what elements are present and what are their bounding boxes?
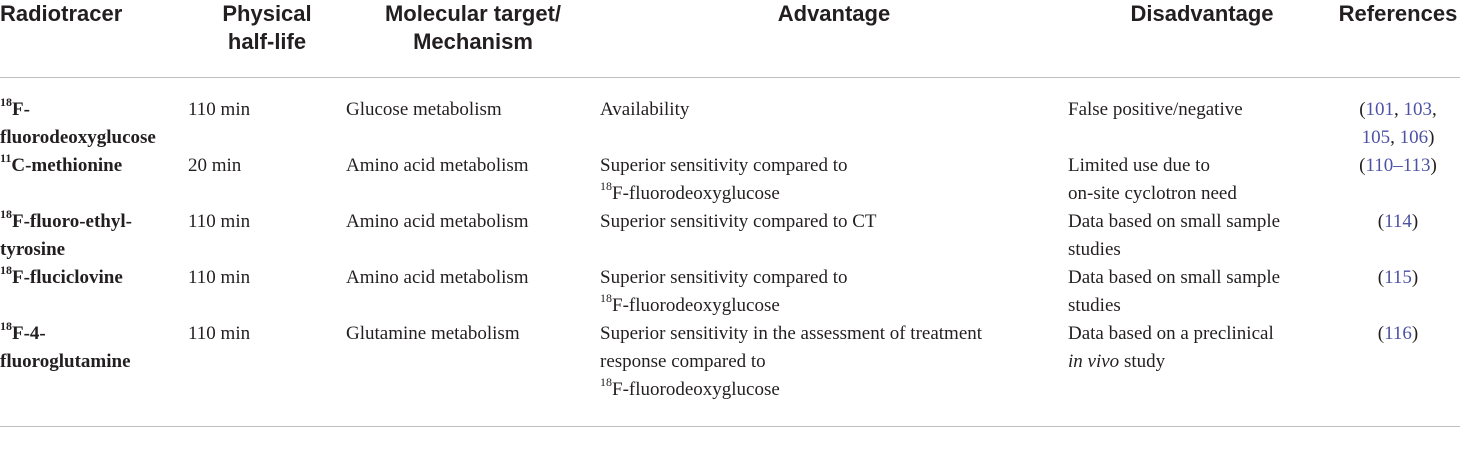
disadvantage-cell: Data based on small sample studies xyxy=(1068,267,1281,316)
advantage-cell: Availability xyxy=(600,99,690,120)
reference-link[interactable]: 116 xyxy=(1384,323,1412,344)
reference-link[interactable]: 115 xyxy=(1384,267,1412,288)
references-cell: (114) xyxy=(1377,211,1419,232)
header-radiotracer: Radiotracer xyxy=(0,0,188,78)
radiotracer-name: $^{18}$F- fluorodeoxyglucose xyxy=(0,94,156,148)
half-life-cell: 110 min xyxy=(188,320,346,427)
header-molecular-target: Molecular target/ Mechanism xyxy=(346,0,600,78)
reference-link[interactable]: 114 xyxy=(1384,211,1412,232)
radiotracer-name: $^{11}$C-methionine xyxy=(0,150,123,176)
header-disadvantage: Disadvantage xyxy=(1068,0,1336,78)
disadvantage-cell: Data based on a preclinical in vivo study xyxy=(1068,320,1336,427)
target-cell: Glutamine metabolism xyxy=(346,320,600,427)
reference-link[interactable]: 106 xyxy=(1399,127,1429,148)
target-cell: Amino acid metabolism xyxy=(346,267,529,288)
advantage-cell: Superior sensitivity compared to CT xyxy=(600,211,877,232)
half-life-cell: 20 min xyxy=(188,155,242,176)
half-life-cell: 110 min xyxy=(188,99,251,120)
disadvantage-cell: Data based on small sample studies xyxy=(1068,211,1281,260)
header-advantage: Advantage xyxy=(600,0,1068,78)
half-life-cell: 110 min xyxy=(188,211,251,232)
table-row xyxy=(0,320,1460,427)
references-cell: (110–113) xyxy=(1359,155,1437,176)
references-cell: (101, 103, 105, 106) xyxy=(1359,99,1437,148)
disadvantage-cell: False positive/negative xyxy=(1068,99,1243,120)
table-row xyxy=(0,78,1460,153)
references-cell: (115) xyxy=(1377,267,1419,288)
radiotracer-name: $^{18}$F-fluoro-ethyl- tyrosine xyxy=(0,206,132,260)
header-row xyxy=(0,0,1460,78)
reference-link[interactable]: 103 xyxy=(1403,99,1433,120)
advantage-cell: Superior sensitivity in the assessment of treatment response compared to $^{18}$F-fluorodeoxyglucose xyxy=(600,320,1068,427)
reference-link[interactable]: 105 xyxy=(1361,127,1391,148)
radiotracer-name: $^{18}$F-4- fluoroglutamine xyxy=(0,320,188,427)
radiotracer-name: $^{18}$F-fluciclovine xyxy=(0,262,123,288)
references-cell: (116) xyxy=(1336,320,1460,427)
half-life-cell: 110 min xyxy=(188,267,251,288)
header-half-life: Physical half-life xyxy=(188,0,346,78)
table-row xyxy=(0,152,1460,208)
disadvantage-cell: Limited use due to on-site cyclotron need xyxy=(1068,155,1237,204)
reference-link[interactable]: 101 xyxy=(1365,99,1395,120)
table-row xyxy=(0,264,1460,320)
advantage-cell: Superior sensitivity compared to $^{18}$F-fluorodeoxyglucose xyxy=(600,155,848,204)
target-cell: Amino acid metabolism xyxy=(346,211,529,232)
header-references: References xyxy=(1336,0,1460,78)
target-cell: Glucose metabolism xyxy=(346,99,502,120)
target-cell: Amino acid metabolism xyxy=(346,155,529,176)
reference-link[interactable]: 110–113 xyxy=(1365,155,1431,176)
advantage-cell: Superior sensitivity compared to $^{18}$F-fluorodeoxyglucose xyxy=(600,267,848,316)
table-row xyxy=(0,208,1460,264)
